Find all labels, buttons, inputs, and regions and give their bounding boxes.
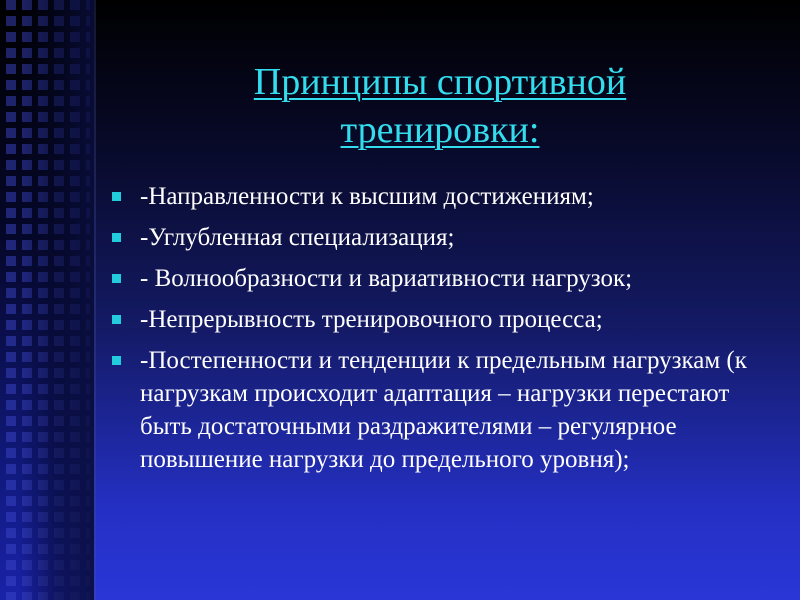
square-pattern-fade	[0, 0, 94, 600]
list-item-text: - Волнообразности и вариативности нагрузок;	[140, 265, 633, 292]
list-item-text: -Направленности к высшим достижениям;	[140, 183, 594, 210]
list-item	[112, 262, 772, 295]
slide-title: Принципы спортивной тренировки:	[253, 61, 627, 151]
list-item	[112, 221, 772, 254]
square-bullet-icon	[112, 192, 121, 201]
list-item	[112, 344, 772, 476]
square-bullet-icon	[112, 315, 121, 324]
list-item-text: -Углубленная специализация;	[140, 224, 455, 251]
square-bullet-icon	[112, 274, 121, 283]
list-item-text: -Постепенности и тенденции к предельным нагрузкам (к нагрузкам происходит адаптация – нагрузки перестают быть достаточными раздражителями – регулярное повышение нагрузки до предельного уровня);	[140, 347, 747, 473]
divider-line	[94, 0, 96, 600]
list-item	[112, 180, 772, 213]
list-item-text: -Непрерывность тренировочного процесса;	[140, 306, 603, 333]
square-bullet-icon	[112, 233, 121, 242]
list-item	[112, 303, 772, 336]
bullet-list	[112, 180, 772, 484]
square-bullet-icon	[112, 356, 121, 365]
